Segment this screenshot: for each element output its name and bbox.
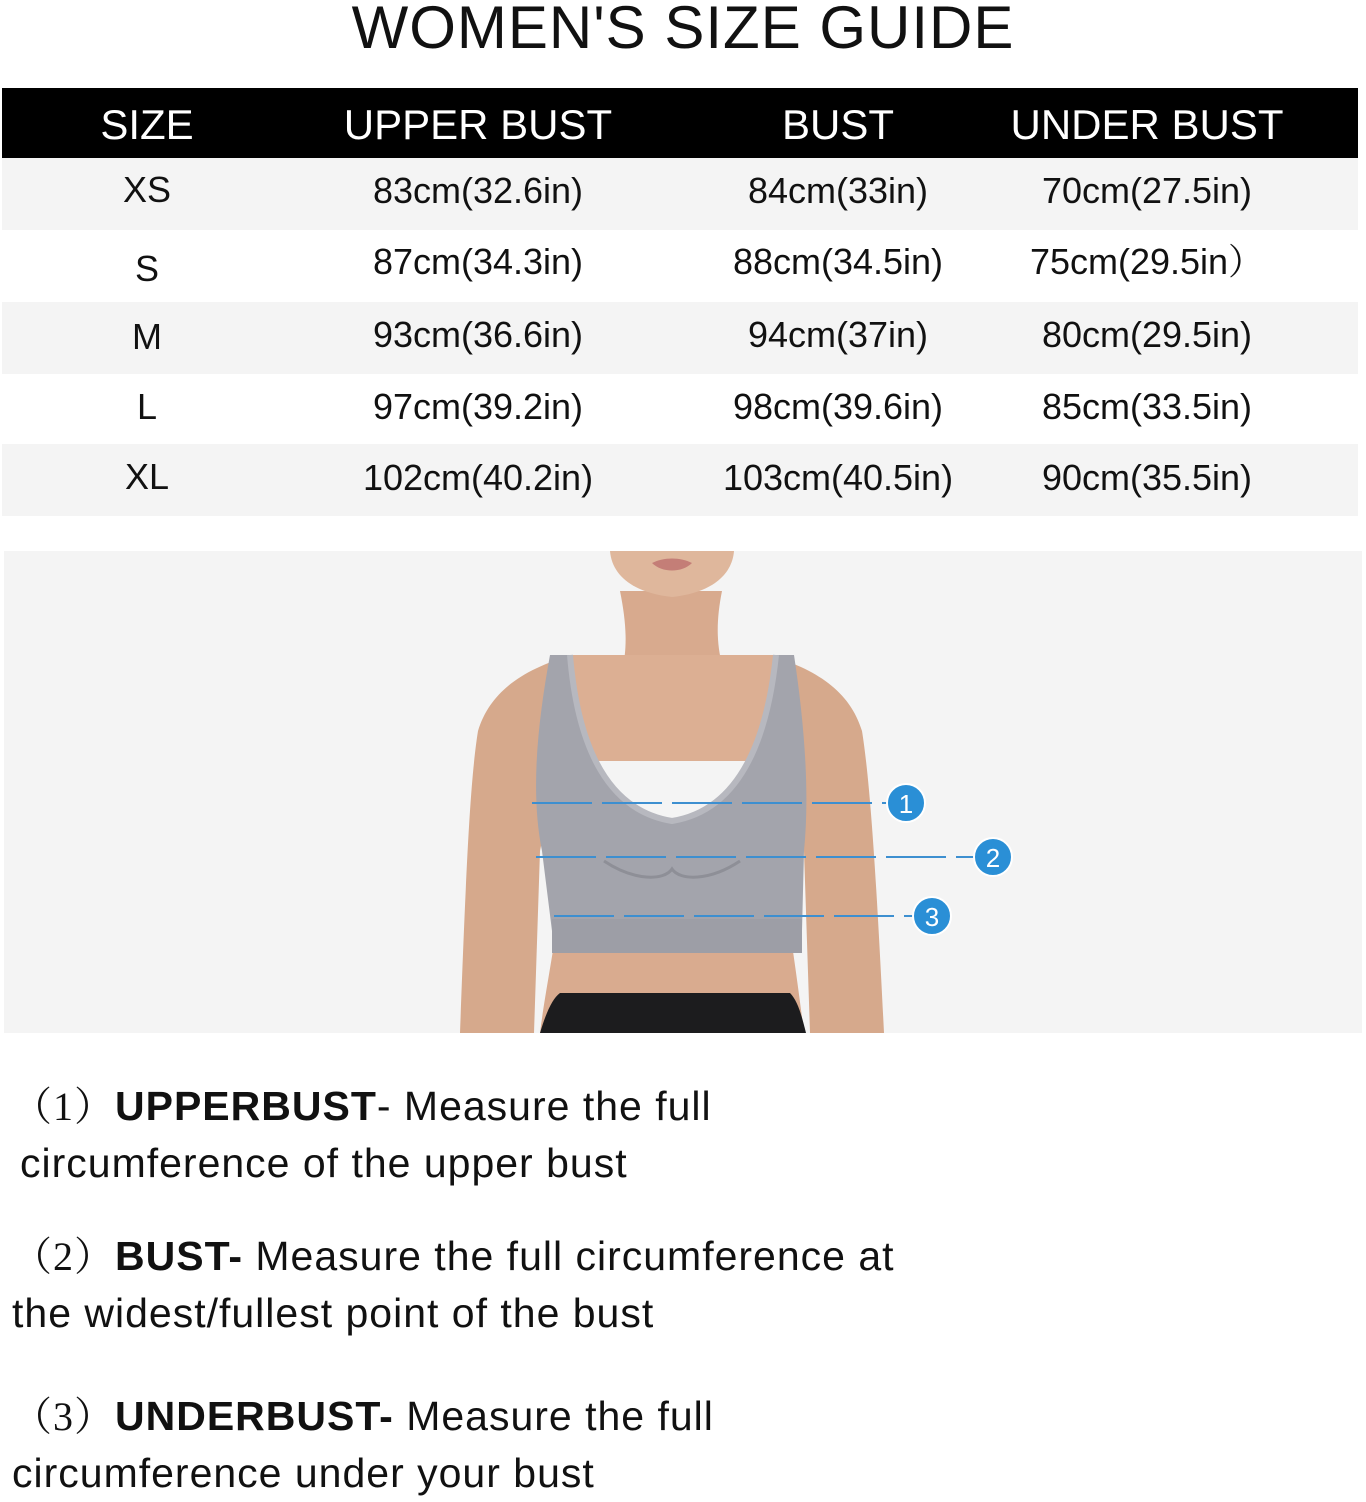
- chin-shape: [610, 551, 734, 597]
- table-row: [2, 302, 1358, 374]
- table-row: [2, 230, 1358, 302]
- page-title: WOMEN'S SIZE GUIDE: [351, 0, 1015, 61]
- cell-under-bust: 90cm(35.5in): [1041, 457, 1253, 498]
- cell-under-bust: 80cm(29.5in): [1041, 314, 1253, 355]
- cell-size: S: [134, 248, 159, 289]
- cell-under-bust: 75cm(29.5in）: [1029, 241, 1265, 282]
- cell-bust: 98cm(39.6in): [732, 386, 944, 427]
- instruction-number: （1）: [12, 1084, 115, 1129]
- instruction-text: Measure the full: [393, 1393, 714, 1439]
- table-row: [2, 374, 1358, 446]
- instruction-text: - Measure the full: [376, 1083, 712, 1129]
- cell-upper-bust: 93cm(36.6in): [372, 314, 584, 355]
- instruction-term: UNDERBUST-: [115, 1393, 394, 1439]
- header-upper-bust: UPPER BUST: [343, 101, 613, 148]
- instruction-text-line2: circumference under your bust: [12, 1450, 595, 1496]
- instruction-bust: [12, 1228, 1112, 1342]
- instruction-text-line2: the widest/fullest point of the bust: [12, 1290, 655, 1336]
- cell-bust: 88cm(34.5in): [732, 241, 944, 282]
- table-row: [2, 158, 1358, 230]
- model-illustration: [4, 551, 1362, 1033]
- instruction-text-line2: circumference of the upper bust: [20, 1140, 628, 1186]
- instruction-text: Measure the full circumference at: [243, 1233, 895, 1279]
- underband-shape: [552, 919, 802, 953]
- marker-2-label: 2: [985, 843, 1001, 873]
- shorts-shape: [540, 993, 806, 1033]
- cell-size: XS: [122, 169, 172, 210]
- instruction-upperbust: [12, 1078, 1112, 1192]
- table-header: [2, 88, 1358, 158]
- cell-size: XL: [124, 456, 170, 497]
- marker-3-label: 3: [924, 902, 940, 932]
- size-table: [2, 88, 1358, 516]
- cell-upper-bust: 102cm(40.2in): [362, 457, 594, 498]
- cell-bust: 103cm(40.5in): [722, 457, 954, 498]
- instruction-underbust: [12, 1388, 1112, 1502]
- cell-upper-bust: 87cm(34.3in): [372, 241, 584, 282]
- cell-size: M: [132, 316, 162, 357]
- cell-size: L: [136, 386, 158, 427]
- instruction-term: UPPERBUST: [115, 1083, 377, 1129]
- cell-upper-bust: 83cm(32.6in): [372, 170, 584, 211]
- header-bust: BUST: [781, 101, 894, 148]
- cell-bust: 94cm(37in): [747, 314, 929, 355]
- cell-under-bust: 70cm(27.5in): [1041, 170, 1253, 211]
- cell-upper-bust: 97cm(39.2in): [372, 386, 584, 427]
- header-under-bust: UNDER BUST: [1010, 101, 1284, 148]
- instruction-number: （2）: [12, 1234, 115, 1279]
- instruction-number: （3）: [12, 1394, 115, 1439]
- marker-1-label: 1: [898, 789, 914, 819]
- cell-under-bust: 85cm(33.5in): [1041, 386, 1253, 427]
- table-row: [2, 444, 1358, 516]
- measurement-figure: [4, 551, 1362, 1033]
- instruction-term: BUST-: [115, 1233, 243, 1279]
- header-size: SIZE: [100, 101, 194, 148]
- cell-bust: 84cm(33in): [747, 170, 929, 211]
